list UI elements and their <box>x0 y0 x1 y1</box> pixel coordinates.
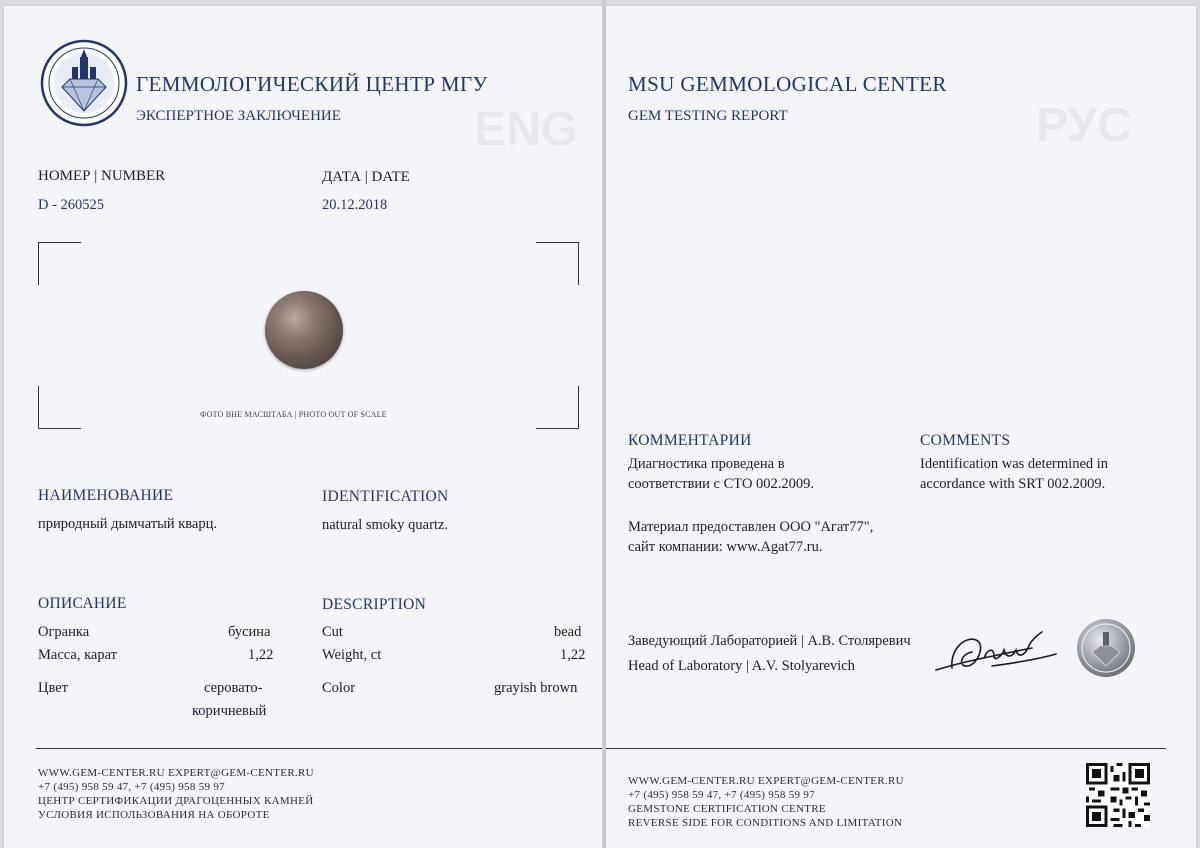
footer-line: +7 (495) 958 59 47, +7 (495) 958 59 97 <box>38 781 225 793</box>
footer-line: GEMSTONE CERTIFICATION CENTRE <box>628 803 826 815</box>
date-value: 20.12.2018 <box>322 197 388 213</box>
material-line: Материал предоставлен ООО "Агат77", <box>628 519 874 535</box>
holographic-seal-icon <box>1076 618 1136 678</box>
desc-en-value: bead <box>554 624 582 640</box>
comments-ru-line: соответствии с СТО 002.2009. <box>628 476 815 492</box>
date-label: ДАТА | DATE <box>322 169 410 185</box>
number-value: D - 260525 <box>38 197 105 213</box>
footer-divider <box>36 748 602 749</box>
desc-ru-value-cont: коричневый <box>192 703 267 719</box>
right-watermark: РУС <box>1036 99 1132 152</box>
number-label: НОМЕР | NUMBER <box>38 168 166 184</box>
comments-ru-line: Диагностика проведена в <box>628 456 785 472</box>
identification-en-value: natural smoky quartz. <box>322 517 449 533</box>
identification-ru-value: природный дымчатый кварц. <box>38 516 217 532</box>
material-line: сайт компании: www.Agat77.ru. <box>628 539 823 555</box>
center-name-ru: ГЕММОЛОГИЧЕСКИЙ ЦЕНТР МГУ <box>136 72 488 96</box>
footer-line: REVERSE SIDE FOR CONDITIONS AND LIMITATION <box>628 817 903 829</box>
footer-line: WWW.GEM-CENTER.RU EXPERT@GEM-CENTER.RU <box>628 775 904 787</box>
msu-gem-center-logo-icon <box>40 39 128 127</box>
comments-en-line: accordance with SRT 002.2009. <box>920 476 1106 492</box>
right-page <box>606 6 1196 848</box>
report-title-en: GEM TESTING REPORT <box>628 108 788 124</box>
comments-en-line: Identification was determined in <box>920 456 1109 472</box>
desc-ru-key: Цвет <box>38 680 69 696</box>
photo-frame-corner <box>536 386 579 429</box>
footer-divider <box>606 748 1166 749</box>
desc-ru-value: бусина <box>228 624 271 640</box>
comments-ru-label: КОММЕНТАРИИ <box>628 432 752 449</box>
footer-line: УСЛОВИЯ ИСПОЛЬЗОВАНИЯ НА ОБОРОТЕ <box>38 809 270 821</box>
head-of-lab-en: Head of Laboratory | A.V. Stolyarevich <box>628 658 855 674</box>
head-of-lab-ru: Заведующий Лабораторией | А.В. Столяревич <box>628 633 911 649</box>
description-en-label: DESCRIPTION <box>322 596 427 613</box>
desc-en-value: 1,22 <box>560 647 586 663</box>
comments-en-label: COMMENTS <box>920 432 1011 449</box>
signature-icon <box>932 618 1062 680</box>
left-watermark: ENG <box>474 103 579 156</box>
footer-line: ЦЕНТР СЕРТИФИКАЦИИ ДРАГОЦЕННЫХ КАМНЕЙ <box>38 795 314 807</box>
center-name-en: MSU GEMMOLOGICAL CENTER <box>628 72 947 96</box>
description-ru-label: ОПИСАНИЕ <box>38 595 127 612</box>
photo-caption: ФОТО ВНЕ МАСШТАБА | PHOTO OUT OF SCALE <box>200 410 387 419</box>
gem-photo-bead <box>265 291 343 369</box>
desc-ru-value: серовато- <box>204 680 263 696</box>
photo-frame-corner <box>38 242 81 285</box>
desc-ru-key: Масса, карат <box>38 647 117 663</box>
qr-code-icon <box>1086 763 1150 827</box>
footer-line: +7 (495) 958 59 47, +7 (495) 958 59 97 <box>628 789 815 801</box>
identification-ru-label: НАИМЕНОВАНИЕ <box>38 487 174 504</box>
desc-ru-key: Огранка <box>38 624 90 640</box>
report-title-ru: ЭКСПЕРТНОЕ ЗАКЛЮЧЕНИЕ <box>136 108 341 124</box>
desc-en-value: grayish brown <box>494 680 578 696</box>
left-page <box>4 6 602 848</box>
photo-frame-corner <box>38 386 81 429</box>
desc-ru-value: 1,22 <box>248 647 274 663</box>
desc-en-key: Color <box>322 680 356 696</box>
photo-frame-corner <box>536 242 579 285</box>
identification-en-label: IDENTIFICATION <box>322 488 449 505</box>
desc-en-key: Cut <box>322 624 343 640</box>
desc-en-key: Weight, ct <box>322 647 382 663</box>
footer-line: WWW.GEM-CENTER.RU EXPERT@GEM-CENTER.RU <box>38 767 314 779</box>
